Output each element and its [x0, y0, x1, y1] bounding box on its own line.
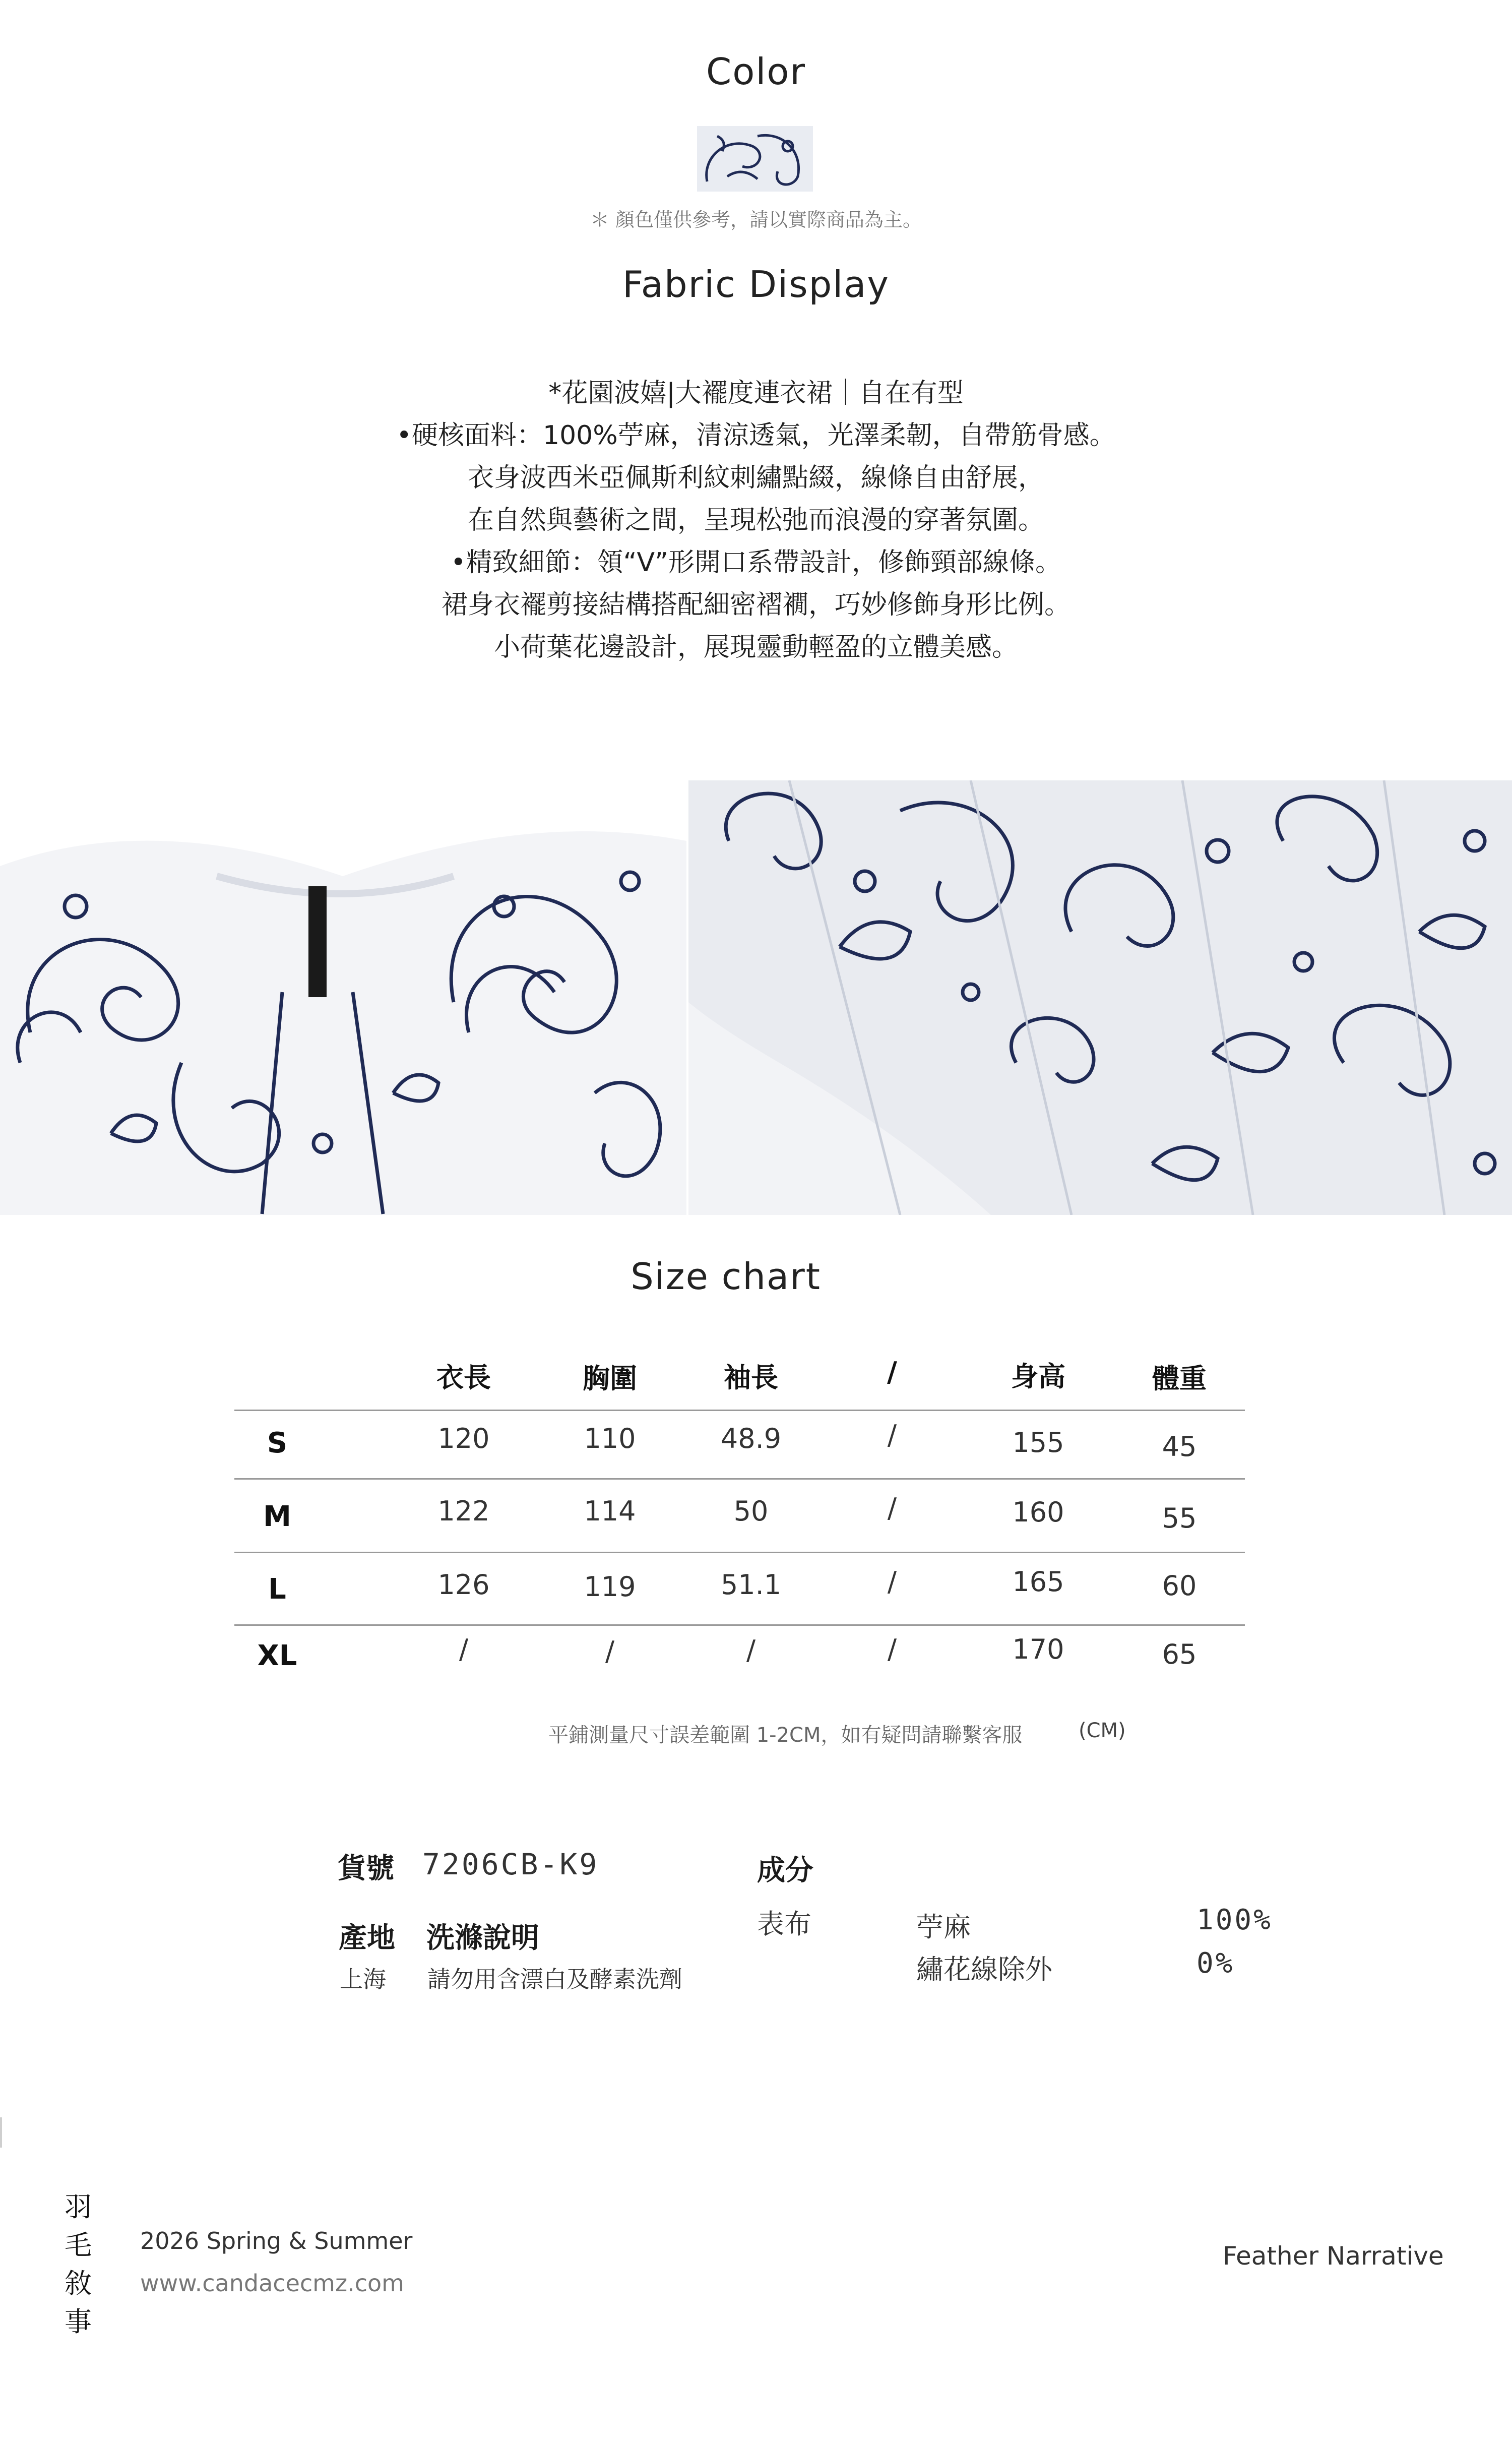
brand-char: 毛	[65, 2229, 92, 2261]
fabric-line: •精致細節：領“V”形開口系帶設計，修飾頸部線條。	[450, 547, 1062, 578]
table-divider	[234, 1410, 1245, 1411]
cell: /	[605, 1635, 615, 1667]
header-length: 衣長	[436, 1362, 491, 1393]
edge-mark	[0, 2117, 2, 2148]
cell: /	[746, 1634, 756, 1666]
header-weight: 體重	[1152, 1363, 1207, 1394]
cell: 48.9	[720, 1423, 782, 1454]
brand-char: 敘	[65, 2268, 92, 2299]
header-slash: /	[887, 1356, 897, 1388]
brand-char: 羽	[65, 2191, 92, 2223]
skirt-detail-photo	[688, 780, 1512, 1215]
fabric-line: 衣身波西米亞佩斯利紋刺繡點綴，線條自由舒展，	[467, 463, 1044, 493]
header-sleeve: 袖長	[724, 1362, 778, 1393]
cell: 50	[733, 1495, 769, 1527]
cell: 114	[584, 1495, 636, 1527]
brand-char: 事	[65, 2306, 92, 2338]
cell: 170	[1012, 1633, 1064, 1665]
cell: 165	[1012, 1566, 1064, 1598]
size-label: S	[267, 1427, 288, 1459]
sku-value: 7206CB-K9	[422, 1847, 599, 1881]
cell: 55	[1162, 1502, 1197, 1534]
color-note: ＊ 顏色僅供參考，請以實際商品為主。	[590, 209, 922, 231]
size-label: L	[268, 1573, 286, 1606]
brand-tagline: Feather Narrative	[1223, 2241, 1444, 2271]
cell: 122	[437, 1495, 490, 1527]
cell: 65	[1162, 1638, 1197, 1670]
cell: 45	[1162, 1431, 1197, 1462]
material-pct: 0%	[1196, 1947, 1235, 1980]
size-label: XL	[257, 1639, 297, 1672]
origin-label: 產地	[339, 1922, 395, 1955]
fabric-line: 小荷葉花邊設計，展現靈動輕盈的立體美感。	[493, 632, 1018, 662]
header-bust: 胸圍	[583, 1363, 637, 1394]
cell: 126	[437, 1569, 490, 1601]
color-swatch[interactable]	[697, 126, 813, 192]
cell: /	[459, 1633, 469, 1665]
size-chart-title: Size chart	[631, 1255, 821, 1298]
color-title: Color	[706, 50, 806, 93]
cell: 119	[584, 1571, 636, 1603]
cell: 120	[437, 1423, 490, 1454]
website-link[interactable]: www.candacecmz.com	[140, 2270, 404, 2297]
fabric-line: 在自然與藝術之間，呈現松弛而浪漫的穿著氛圍。	[467, 505, 1044, 535]
season-text: 2026 Spring & Summer	[140, 2227, 413, 2254]
fabric-line: •硬核面料：100%苧麻，清涼透氣，光澤柔韌，自帶筋骨感。	[396, 420, 1116, 451]
cell: 110	[584, 1423, 636, 1454]
size-label: M	[263, 1500, 291, 1533]
material-pct: 100%	[1196, 1904, 1273, 1936]
cell: 60	[1162, 1570, 1197, 1602]
collar-detail-photo	[0, 780, 686, 1215]
size-unit: (CM)	[1079, 1719, 1126, 1742]
table-divider	[234, 1478, 1245, 1480]
cell: /	[887, 1566, 897, 1598]
brand-mark-vertical	[63, 2188, 93, 2341]
fabric-description	[0, 372, 1512, 668]
size-note: 平鋪測量尺寸誤差範圍 1-2CM，如有疑問請聯繫客服	[548, 1724, 1023, 1747]
header-height: 身高	[1011, 1361, 1065, 1392]
cell: /	[887, 1492, 897, 1524]
fabric-title: Fabric Display	[622, 263, 890, 306]
cell: 51.1	[720, 1569, 782, 1601]
wash-label: 洗滌說明	[426, 1922, 539, 1955]
origin-value: 上海	[340, 1966, 386, 1993]
cell: /	[887, 1633, 897, 1665]
composition-label: 成分	[757, 1854, 813, 1887]
material-name: 苧麻	[916, 1911, 971, 1943]
table-divider	[234, 1552, 1245, 1553]
cell: /	[887, 1419, 897, 1451]
cell: 160	[1012, 1496, 1064, 1528]
table-divider	[234, 1624, 1245, 1626]
material-name: 繡花線除外	[916, 1954, 1052, 1985]
fabric-line: 裙身衣襬剪接結構搭配細密褶襉，巧妙修飾身形比例。	[441, 590, 1070, 620]
cell: 155	[1012, 1427, 1064, 1458]
fabric-part: 表布	[757, 1908, 811, 1940]
fabric-line: *花園波嬉|大襬度連衣裙｜自在有型	[548, 378, 964, 408]
sku-label: 貨號	[338, 1852, 394, 1885]
wash-value: 請勿用含漂白及酵素洗劑	[427, 1966, 682, 1993]
